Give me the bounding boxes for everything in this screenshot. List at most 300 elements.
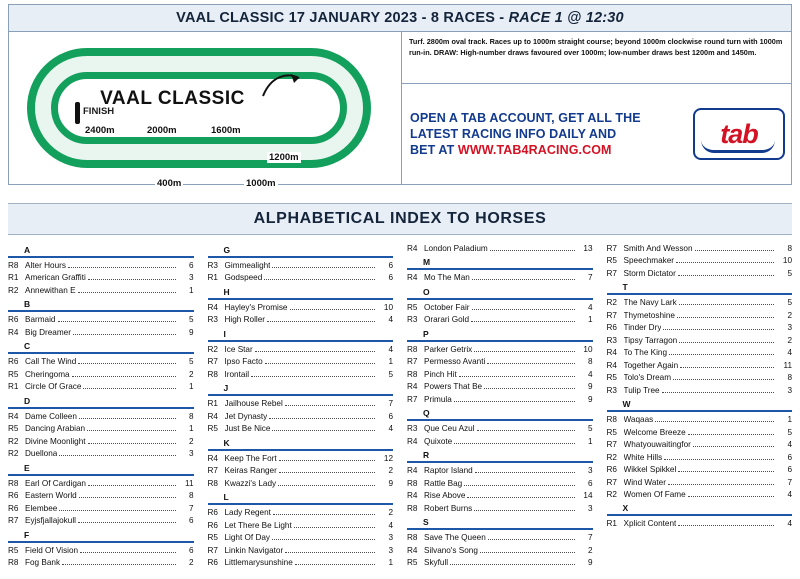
- promo-text: [410, 110, 687, 158]
- entry-horse-name: Permesso Avanti: [424, 357, 486, 367]
- entry-saddle-number: 1: [188, 382, 194, 392]
- entry-horse-name: Whatyouwaitingfor: [623, 440, 691, 450]
- index-entry[interactable]: [407, 394, 593, 406]
- distance-marker-2400m: 2400m: [85, 125, 115, 136]
- index-entry[interactable]: [8, 369, 194, 381]
- entry-horse-name: Robert Burns: [424, 503, 473, 513]
- index-entry[interactable]: [607, 310, 793, 322]
- entry-leader-dots: [679, 342, 774, 343]
- entry-horse-name: White Hills: [623, 452, 663, 462]
- entry-saddle-number: 8: [188, 491, 194, 501]
- entry-horse-name: Parker Getrix: [424, 344, 473, 354]
- index-letter-c: C: [24, 341, 31, 352]
- entry-saddle-number: 3: [188, 273, 194, 283]
- index-entry[interactable]: [8, 448, 194, 460]
- entry-leader-dots: [662, 392, 774, 393]
- entry-leader-dots: [278, 485, 375, 486]
- entry-race-number: R2: [606, 489, 617, 499]
- distance-marker-2000m: 2000m: [147, 125, 177, 136]
- index-entry[interactable]: [607, 297, 793, 309]
- index-entry[interactable]: [8, 436, 194, 448]
- track-notes-and-promo: [402, 32, 791, 184]
- entry-leader-dots: [477, 430, 575, 431]
- index-entry[interactable]: [407, 532, 593, 544]
- entry-race-number: R4: [606, 348, 617, 358]
- entry-saddle-number: 10: [383, 302, 393, 312]
- entry-leader-dots: [290, 309, 376, 310]
- index-entry[interactable]: [607, 268, 793, 280]
- entry-leader-dots: [272, 430, 375, 431]
- index-entry[interactable]: [208, 507, 394, 519]
- index-letter-f: F: [24, 529, 30, 540]
- index-letter-x: X: [622, 503, 629, 514]
- entry-horse-name: Hayley's Promise: [224, 302, 288, 312]
- entry-saddle-number: 3: [587, 503, 593, 513]
- entry-saddle-number: 7: [787, 477, 792, 487]
- entry-saddle-number: 2: [587, 545, 593, 555]
- entry-horse-name: Powers That Be: [424, 382, 483, 392]
- entry-saddle-number: 1: [388, 557, 393, 567]
- tab-logo-swoosh-icon: [701, 140, 775, 153]
- entry-saddle-number: 11: [783, 360, 792, 370]
- index-entry[interactable]: [607, 360, 793, 372]
- index-entry[interactable]: [407, 344, 593, 356]
- index-entry[interactable]: [208, 557, 394, 569]
- index-entry[interactable]: [8, 503, 194, 515]
- entry-horse-name: Earl Of Cardigan: [25, 478, 86, 488]
- index-entry[interactable]: [8, 478, 194, 490]
- index-entry[interactable]: [8, 272, 194, 284]
- entry-horse-name: Waqaas: [623, 415, 654, 425]
- index-entry[interactable]: [607, 489, 793, 501]
- index-entry[interactable]: [208, 453, 394, 465]
- index-columns: [8, 243, 792, 567]
- index-letter-t: T: [622, 282, 628, 293]
- index-letter-divider: [407, 340, 593, 342]
- entry-horse-name: Barmaid: [25, 315, 56, 325]
- entry-horse-name: Big Dreamer: [25, 327, 71, 337]
- entry-race-number: R6: [8, 315, 19, 325]
- index-entry[interactable]: [8, 285, 194, 297]
- entry-race-number: R7: [207, 357, 218, 367]
- entry-leader-dots: [484, 388, 574, 389]
- index-entry[interactable]: [208, 423, 394, 435]
- index-entry[interactable]: [607, 322, 793, 334]
- entry-race-number: R5: [407, 557, 418, 567]
- entry-saddle-number: 5: [188, 315, 194, 325]
- entry-race-number: R2: [606, 452, 617, 462]
- entry-saddle-number: 4: [388, 424, 393, 434]
- entry-saddle-number: 7: [587, 273, 593, 283]
- index-entry[interactable]: [208, 520, 394, 532]
- entry-saddle-number: 2: [188, 557, 194, 567]
- entry-horse-name: Wind Water: [623, 477, 666, 487]
- entry-leader-dots: [678, 525, 774, 526]
- index-letter-divider: [208, 340, 394, 342]
- entry-horse-name: Pinch Hit: [424, 369, 457, 379]
- index-entry[interactable]: [208, 314, 394, 326]
- index-entry[interactable]: [607, 372, 793, 384]
- entry-race-number: R4: [8, 327, 19, 337]
- entry-leader-dots: [450, 564, 574, 565]
- entry-horse-name: Duellona: [25, 449, 58, 459]
- index-letter-divider: [407, 298, 593, 300]
- entry-leader-dots: [688, 434, 774, 435]
- entry-race-number: R5: [207, 533, 218, 543]
- index-entry[interactable]: [208, 478, 394, 490]
- entry-horse-name: Rise Above: [424, 491, 466, 501]
- entry-race-number: R1: [606, 519, 617, 529]
- entry-saddle-number: 9: [388, 478, 393, 488]
- index-letter-w: W: [622, 399, 631, 410]
- entry-race-number: R5: [606, 256, 617, 266]
- promo-line-1: OPEN A TAB ACCOUNT, GET ALL THE: [410, 111, 641, 125]
- index-letter-divider: [8, 310, 194, 312]
- page-title-race: RACE 1 @ 12:30: [508, 10, 624, 26]
- entry-saddle-number: 5: [787, 427, 792, 437]
- entry-race-number: R4: [606, 360, 617, 370]
- index-entry[interactable]: [208, 545, 394, 557]
- index-letter-divider: [208, 449, 394, 451]
- index-entry[interactable]: [607, 347, 793, 359]
- track-diagram: [9, 32, 402, 189]
- entry-horse-name: Quixote: [424, 436, 453, 446]
- entry-saddle-number: 10: [782, 256, 792, 266]
- promo-banner: [402, 84, 791, 184]
- index-entry[interactable]: [407, 272, 593, 284]
- index-entry[interactable]: [8, 545, 194, 557]
- entry-horse-name: Silvano's Song: [424, 545, 478, 555]
- entry-leader-dots: [273, 514, 375, 515]
- entry-race-number: R6: [207, 520, 218, 530]
- entry-horse-name: Raptor Island: [424, 466, 473, 476]
- index-letter-divider: [208, 503, 394, 505]
- entry-race-number: R8: [407, 533, 418, 543]
- index-entry[interactable]: [607, 427, 793, 439]
- entry-horse-name: Mo The Man: [424, 273, 470, 283]
- track-conditions-note: Turf. 2800m oval track. Races up to 1000m straight course; beyond 1000m clockwise round turn with 1000m run-in. DRAW: High-number draws favoured over 1000m; low-number draws best 1200m and 1450m.: [402, 32, 791, 84]
- entry-horse-name: Jailhouse Rebel: [224, 399, 283, 409]
- entry-horse-name: Ice Star: [224, 344, 253, 354]
- entry-leader-dots: [255, 351, 375, 352]
- index-entry[interactable]: [208, 302, 394, 314]
- index-letter-divider: [607, 514, 793, 516]
- index-entry[interactable]: [607, 477, 793, 489]
- index-letter-divider: [208, 298, 394, 300]
- entry-leader-dots: [655, 421, 774, 422]
- index-entry[interactable]: [407, 423, 593, 435]
- entry-leader-dots: [480, 552, 575, 553]
- entry-race-number: R3: [407, 424, 418, 434]
- entry-horse-name: Tolo's Dream: [623, 373, 672, 383]
- entry-horse-name: Speechmaker: [623, 256, 675, 266]
- entry-leader-dots: [251, 376, 375, 377]
- entry-horse-name: October Fair: [424, 302, 470, 312]
- entry-horse-name: Eyjsfjallajokull: [25, 516, 76, 526]
- entry-saddle-number: 5: [388, 369, 393, 379]
- entry-leader-dots: [272, 539, 375, 540]
- index-entry[interactable]: [407, 436, 593, 448]
- entry-leader-dots: [68, 267, 176, 268]
- index-letter-s: S: [423, 517, 429, 528]
- index-letter-divider: [607, 410, 793, 412]
- entry-saddle-number: 4: [388, 344, 393, 354]
- index-letter-m: M: [423, 257, 431, 268]
- entry-horse-name: Dame Colleen: [25, 411, 77, 421]
- index-entry[interactable]: [607, 452, 793, 464]
- entry-leader-dots: [285, 552, 375, 553]
- entry-race-number: R7: [606, 268, 617, 278]
- entry-race-number: R7: [606, 440, 617, 450]
- entry-saddle-number: 12: [383, 453, 393, 463]
- entry-race-number: R6: [207, 557, 218, 567]
- entry-horse-name: Keiras Ranger: [224, 466, 277, 476]
- entry-race-number: R3: [606, 335, 617, 345]
- index-entry[interactable]: [208, 465, 394, 477]
- entry-saddle-number: 2: [787, 310, 792, 320]
- entry-horse-name: Together Again: [623, 360, 679, 370]
- index-entry[interactable]: [8, 411, 194, 423]
- index-letter-divider: [407, 419, 593, 421]
- entry-saddle-number: 4: [787, 440, 792, 450]
- entry-leader-dots: [269, 418, 375, 419]
- entry-saddle-number: 4: [787, 519, 792, 529]
- index-heading: [8, 203, 792, 235]
- index-letter-divider: [607, 293, 793, 295]
- entry-horse-name: Smith And Wesson: [623, 244, 693, 253]
- index-entry[interactable]: [607, 439, 793, 451]
- entry-horse-name: High Roller: [224, 315, 265, 325]
- entry-race-number: R6: [606, 323, 617, 333]
- index-entry[interactable]: [208, 344, 394, 356]
- entry-race-number: R8: [8, 557, 19, 567]
- entry-saddle-number: 14: [583, 491, 593, 501]
- entry-race-number: R7: [407, 357, 418, 367]
- entry-race-number: R4: [407, 545, 418, 555]
- index-letter-k: K: [223, 437, 230, 448]
- entry-leader-dots: [459, 376, 575, 377]
- index-entry[interactable]: [208, 398, 394, 410]
- entry-saddle-number: 6: [188, 516, 194, 526]
- entry-saddle-number: 11: [185, 478, 194, 488]
- entry-race-number: R4: [207, 453, 218, 463]
- entry-horse-name: Linkin Navigator: [224, 545, 284, 555]
- entry-leader-dots: [285, 405, 375, 406]
- entry-leader-dots: [78, 292, 176, 293]
- index-entry[interactable]: [407, 369, 593, 381]
- index-entry[interactable]: [407, 381, 593, 393]
- index-entry[interactable]: [208, 411, 394, 423]
- index-entry[interactable]: [8, 381, 194, 393]
- entry-saddle-number: 8: [787, 373, 792, 383]
- entry-horse-name: Storm Dictator: [623, 268, 676, 278]
- entry-race-number: R6: [606, 465, 617, 475]
- entry-race-number: R6: [8, 503, 19, 513]
- entry-saddle-number: 7: [188, 503, 194, 513]
- entry-saddle-number: 2: [787, 335, 792, 345]
- index-entry[interactable]: [407, 545, 593, 557]
- index-entry[interactable]: [8, 314, 194, 326]
- entry-saddle-number: 3: [388, 545, 393, 555]
- entry-horse-name: Thymetoshine: [623, 310, 675, 320]
- entry-race-number: R7: [207, 466, 218, 476]
- index-entry[interactable]: [8, 557, 194, 569]
- index-entry[interactable]: [407, 314, 593, 326]
- entry-saddle-number: 3: [787, 385, 792, 395]
- promo-url-link[interactable]: WWW.TAB4RACING.COM: [457, 143, 612, 157]
- index-entry[interactable]: [607, 414, 793, 426]
- index-letter-divider: [208, 256, 394, 258]
- track-info-panel: [8, 32, 792, 189]
- entry-horse-name: Kwazzi's Lady: [224, 478, 277, 488]
- entry-leader-dots: [472, 279, 575, 280]
- entry-saddle-number: 2: [188, 436, 194, 446]
- entry-leader-dots: [464, 485, 574, 486]
- index-column: [207, 243, 394, 567]
- entry-horse-name: Light Of Day: [224, 533, 271, 543]
- entry-race-number: R8: [606, 415, 617, 425]
- entry-saddle-number: 2: [388, 466, 393, 476]
- entry-race-number: R4: [407, 466, 418, 476]
- index-entry[interactable]: [208, 272, 394, 284]
- entry-leader-dots: [471, 321, 574, 322]
- entry-leader-dots: [279, 472, 375, 473]
- entry-race-number: R8: [407, 344, 418, 354]
- index-entry[interactable]: [607, 518, 793, 530]
- index-entry[interactable]: [607, 335, 793, 347]
- entry-leader-dots: [59, 455, 175, 456]
- index-entry[interactable]: [8, 423, 194, 435]
- entry-leader-dots: [472, 309, 575, 310]
- entry-leader-dots: [78, 522, 176, 523]
- entry-leader-dots: [267, 321, 375, 322]
- entry-leader-dots: [279, 460, 375, 461]
- index-entry[interactable]: [208, 356, 394, 368]
- entry-leader-dots: [677, 317, 774, 318]
- index-entry[interactable]: [208, 260, 394, 272]
- index-entry[interactable]: [607, 243, 793, 255]
- entry-leader-dots: [79, 418, 176, 419]
- index-letter-divider: [8, 352, 194, 354]
- index-letter-o: O: [423, 286, 430, 297]
- entry-horse-name: Tinder Dry: [623, 323, 662, 333]
- entry-horse-name: Que Ceu Azul: [424, 424, 475, 434]
- entry-race-number: R4: [407, 273, 418, 283]
- entry-race-number: R2: [8, 285, 19, 295]
- entry-saddle-number: 1: [188, 424, 194, 434]
- index-letter-l: L: [223, 492, 229, 503]
- entry-race-number: R5: [8, 369, 19, 379]
- entry-leader-dots: [295, 564, 375, 565]
- entry-race-number: R7: [407, 394, 418, 404]
- entry-saddle-number: 4: [388, 315, 393, 325]
- index-entry[interactable]: [607, 255, 793, 267]
- entry-leader-dots: [678, 275, 774, 276]
- entry-saddle-number: 8: [787, 244, 792, 253]
- entry-saddle-number: 4: [787, 348, 792, 358]
- index-entry[interactable]: [407, 557, 593, 569]
- entry-leader-dots: [88, 485, 176, 486]
- entry-horse-name: Field Of Vision: [25, 545, 79, 555]
- entry-race-number: R2: [8, 449, 19, 459]
- entry-leader-dots: [88, 443, 176, 444]
- entry-horse-name: To The King: [623, 348, 668, 358]
- index-entry[interactable]: [8, 356, 194, 368]
- entry-race-number: R1: [207, 399, 218, 409]
- entry-race-number: R4: [407, 491, 418, 501]
- entry-saddle-number: 4: [388, 520, 393, 530]
- entry-leader-dots: [474, 351, 574, 352]
- index-entry[interactable]: [407, 503, 593, 515]
- index-entry[interactable]: [8, 515, 194, 527]
- entry-race-number: R6: [8, 491, 19, 501]
- entry-leader-dots: [264, 279, 375, 280]
- entry-saddle-number: 2: [388, 508, 393, 518]
- entry-leader-dots: [78, 363, 175, 364]
- entry-horse-name: Lady Regent: [224, 508, 271, 518]
- entry-race-number: R7: [606, 244, 617, 253]
- entry-race-number: R2: [207, 344, 218, 354]
- entry-saddle-number: 3: [188, 449, 194, 459]
- distance-marker-400m: 400m: [157, 178, 182, 189]
- index-entry[interactable]: [407, 465, 593, 477]
- entry-horse-name: London Paladium: [424, 244, 488, 253]
- index-entry[interactable]: [208, 369, 394, 381]
- entry-horse-name: Tipsy Tarragon: [623, 335, 678, 345]
- entry-leader-dots: [679, 304, 774, 305]
- index-entry[interactable]: [8, 490, 194, 502]
- entry-horse-name: Dancing Arabian: [25, 424, 86, 434]
- entry-horse-name: Eastern World: [25, 491, 77, 501]
- entry-leader-dots: [680, 367, 774, 368]
- entry-horse-name: Let There Be Light: [224, 520, 292, 530]
- entry-horse-name: Godspeed: [224, 273, 263, 283]
- entry-race-number: R8: [207, 478, 218, 488]
- race-card-page: [0, 4, 800, 579]
- index-entry[interactable]: [607, 464, 793, 476]
- entry-saddle-number: 5: [587, 424, 593, 434]
- index-entry[interactable]: [407, 243, 593, 255]
- distance-marker-1200m: 1200m: [269, 152, 299, 163]
- tab-logo-text: tab: [720, 118, 758, 149]
- promo-line-2: LATEST RACING INFO DAILY AND: [410, 127, 617, 141]
- index-entry[interactable]: [407, 490, 593, 502]
- index-entry[interactable]: [407, 356, 593, 368]
- entry-race-number: R3: [207, 315, 218, 325]
- entry-race-number: R2: [606, 298, 617, 308]
- index-letter-q: Q: [423, 408, 430, 419]
- entry-race-number: R1: [8, 382, 19, 392]
- index-entry[interactable]: [407, 302, 593, 314]
- entry-horse-name: Littlemarysunshine: [224, 557, 293, 567]
- index-entry[interactable]: [8, 327, 194, 339]
- tab-logo[interactable]: [693, 108, 785, 160]
- entry-saddle-number: 1: [587, 436, 593, 446]
- entry-saddle-number: 6: [388, 261, 393, 270]
- entry-saddle-number: 5: [188, 357, 194, 367]
- entry-saddle-number: 1: [787, 415, 792, 425]
- entry-horse-name: Circle Of Grace: [25, 382, 82, 392]
- entry-race-number: R8: [407, 369, 418, 379]
- index-entry[interactable]: [8, 260, 194, 272]
- index-entry[interactable]: [208, 532, 394, 544]
- index-entry[interactable]: [407, 478, 593, 490]
- index-letter-divider: [8, 474, 194, 476]
- entry-race-number: R8: [407, 478, 418, 488]
- entry-race-number: R3: [606, 385, 617, 395]
- index-letter-d: D: [24, 395, 31, 406]
- index-entry[interactable]: [607, 385, 793, 397]
